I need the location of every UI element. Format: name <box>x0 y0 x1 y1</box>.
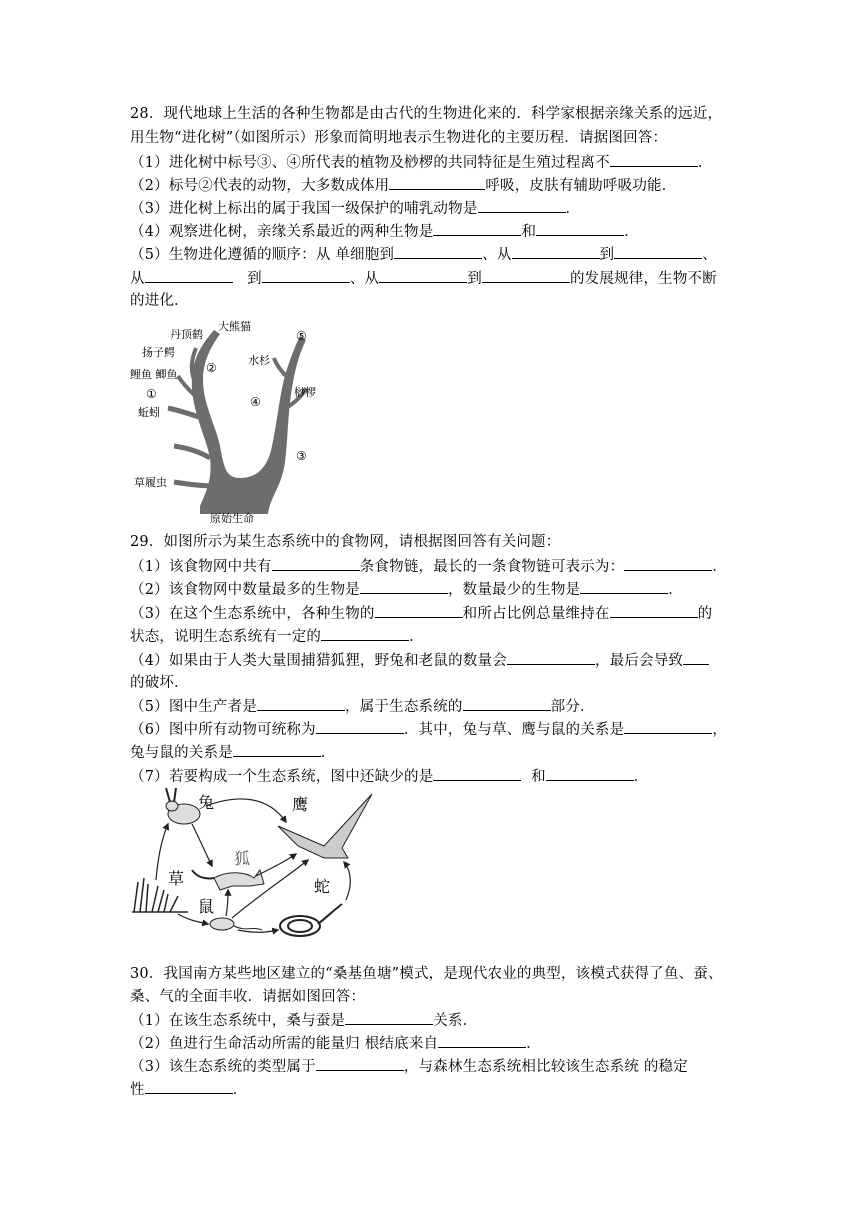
tree-label: 大熊猫 <box>218 320 251 333</box>
tree-label: 丹顶鹤 <box>170 328 203 341</box>
answer-blank[interactable] <box>145 268 233 283</box>
answer-blank[interactable] <box>272 556 360 571</box>
tree-label: 原始生命 <box>210 512 254 525</box>
answer-blank[interactable] <box>389 175 485 190</box>
tree-label: 鲤鱼 鲫鱼 <box>130 368 178 381</box>
food-web-label: 鹰 <box>292 795 309 814</box>
food-web-label: 兔 <box>198 793 215 812</box>
q30-item-3: （3）该生态系统的类型属于 ，与森林生态系统相比较该生态系统 的稳定 <box>130 1056 688 1077</box>
answer-blank[interactable] <box>610 603 698 618</box>
answer-blank[interactable] <box>394 244 482 259</box>
food-web-label: 狐 <box>234 849 251 868</box>
answer-blank[interactable] <box>580 579 668 594</box>
answer-blank[interactable] <box>482 268 570 283</box>
tree-label: ③ <box>296 449 307 463</box>
tree-label: 水杉 <box>248 354 270 367</box>
q29-item-1: （1）该食物网中共有 条食物链，最长的一条食物链可表示为： ． <box>130 556 727 577</box>
answer-blank[interactable] <box>233 742 321 757</box>
answer-blank[interactable] <box>507 650 595 665</box>
answer-blank[interactable] <box>433 766 521 781</box>
tree-label: ② <box>206 361 217 375</box>
answer-blank[interactable] <box>321 626 409 641</box>
q29-item-2: （2）该食物网中数量最多的生物是 ，数量最少的生物是 ． <box>130 579 683 600</box>
q29-item-6-cont: 兔与鼠的关系是 ． <box>130 742 336 763</box>
answer-blank[interactable] <box>536 221 624 236</box>
answer-blank[interactable] <box>262 268 350 283</box>
tree-label: ④ <box>250 395 261 409</box>
q30-line-1: 30．我国南方某些地区建立的“桑基鱼塘”模式，是现代农业的典型，该模式获得了鱼、蚕、 <box>130 966 723 982</box>
tree-label: 草履虫 <box>134 476 167 489</box>
tree-label: ① <box>146 387 157 401</box>
q29-item-3-cont: 状态，说明生态系统有一定的 ． <box>130 626 424 647</box>
answer-blank[interactable] <box>375 603 463 618</box>
answer-blank[interactable] <box>614 244 702 259</box>
q28-item-4: （4）观察进化树，亲缘关系最近的两种生物是 和 ． <box>130 221 639 242</box>
answer-blank[interactable] <box>624 719 712 734</box>
answer-blank[interactable] <box>316 1056 404 1071</box>
q30-item-1: （1）在该生态系统中，桑与蚕是 关系． <box>130 1010 477 1031</box>
answer-blank[interactable] <box>379 268 467 283</box>
q28-item-1: （1）进化树中标号③、④所代表的植物及桫椤的共同特征是生殖过程离不 ． <box>130 152 713 173</box>
evolution-tree-image <box>130 318 330 528</box>
answer-blank[interactable] <box>546 766 634 781</box>
answer-blank[interactable] <box>478 198 566 213</box>
q30-line-2: 桑、气的全面丰收．请据如图回答： <box>130 989 366 1005</box>
q30-item-2: （2）鱼进行生命活动所需的能量归 根结底来自 ． <box>130 1033 541 1054</box>
answer-blank[interactable] <box>345 1010 433 1025</box>
answer-blank[interactable] <box>438 1033 526 1048</box>
q28-line-1: 28．现代地球上生活的各种生物都是由古代的生物进化来的．科学家根据亲缘关系的远近， <box>130 106 723 122</box>
q28-item-3: （3）进化树上标出的属于我国一级保护的哺乳动物是 ． <box>130 198 580 219</box>
food-web-label: 草 <box>168 869 185 888</box>
q28-item-5-cont: 从 到 、从 到 的发展规律，生物不断 <box>130 268 717 289</box>
answer-blank[interactable] <box>624 556 712 571</box>
q28-item-2: （2）标号②代表的动物，大多数成体用 呼吸，皮肤有辅助呼吸功能． <box>130 175 676 196</box>
q29-item-4-cont: 的破坏． <box>130 675 189 691</box>
food-web-image <box>128 786 378 958</box>
tree-label: ⑤ <box>296 329 307 343</box>
answer-blank[interactable] <box>610 152 698 167</box>
answer-blank[interactable] <box>145 1079 233 1094</box>
answer-blank[interactable] <box>463 696 551 711</box>
answer-blank[interactable] <box>257 696 345 711</box>
q29-item-3: （3）在这个生态系统中，各种生物的 和所占比例总量维持在 的 <box>130 603 712 624</box>
answer-blank[interactable] <box>360 579 448 594</box>
tree-label: 蚯蚓 <box>138 406 160 419</box>
q29-line-1: 29．如图所示为某生态系统中的食物网，请根据图回答有关问题： <box>130 534 561 550</box>
tree-label: 桫椤 <box>294 386 316 399</box>
q29-item-6: （6）图中所有动物可统称为 ．其中，兔与草、鹰与鼠的关系是 ， <box>130 719 727 740</box>
q28-item-5: （5）生物进化遵循的顺序：从 单细胞到 、从 到 、 <box>130 244 717 265</box>
q29-item-5: （5）图中生产者是 ，属于生态系统的 部分． <box>130 696 595 717</box>
answer-blank[interactable] <box>512 244 600 259</box>
food-web-label: 蛇 <box>314 877 331 896</box>
answer-blank[interactable] <box>433 221 521 236</box>
evolution-tree-figure <box>130 318 330 528</box>
answer-blank[interactable] <box>683 650 709 665</box>
q30-item-3-cont: 性 ． <box>130 1079 247 1100</box>
tree-label: 扬子鳄 <box>142 346 175 359</box>
q28-line-2: 用生物“进化树”（如图所示）形象而简明地表示生物进化的主要历程．请据图回答： <box>130 130 668 146</box>
food-web-label: 鼠 <box>198 897 215 916</box>
food-web-figure <box>128 786 378 958</box>
q28-item-5-end: 的进化． <box>130 293 189 309</box>
q29-item-7: （7）若要构成一个生态系统，图中还缺少的是 和 ． <box>130 766 648 787</box>
q29-item-4: （4）如果由于人类大量围捕猎狐狸，野兔和老鼠的数量会 ，最后会导致 <box>130 650 709 671</box>
answer-blank[interactable] <box>316 719 404 734</box>
